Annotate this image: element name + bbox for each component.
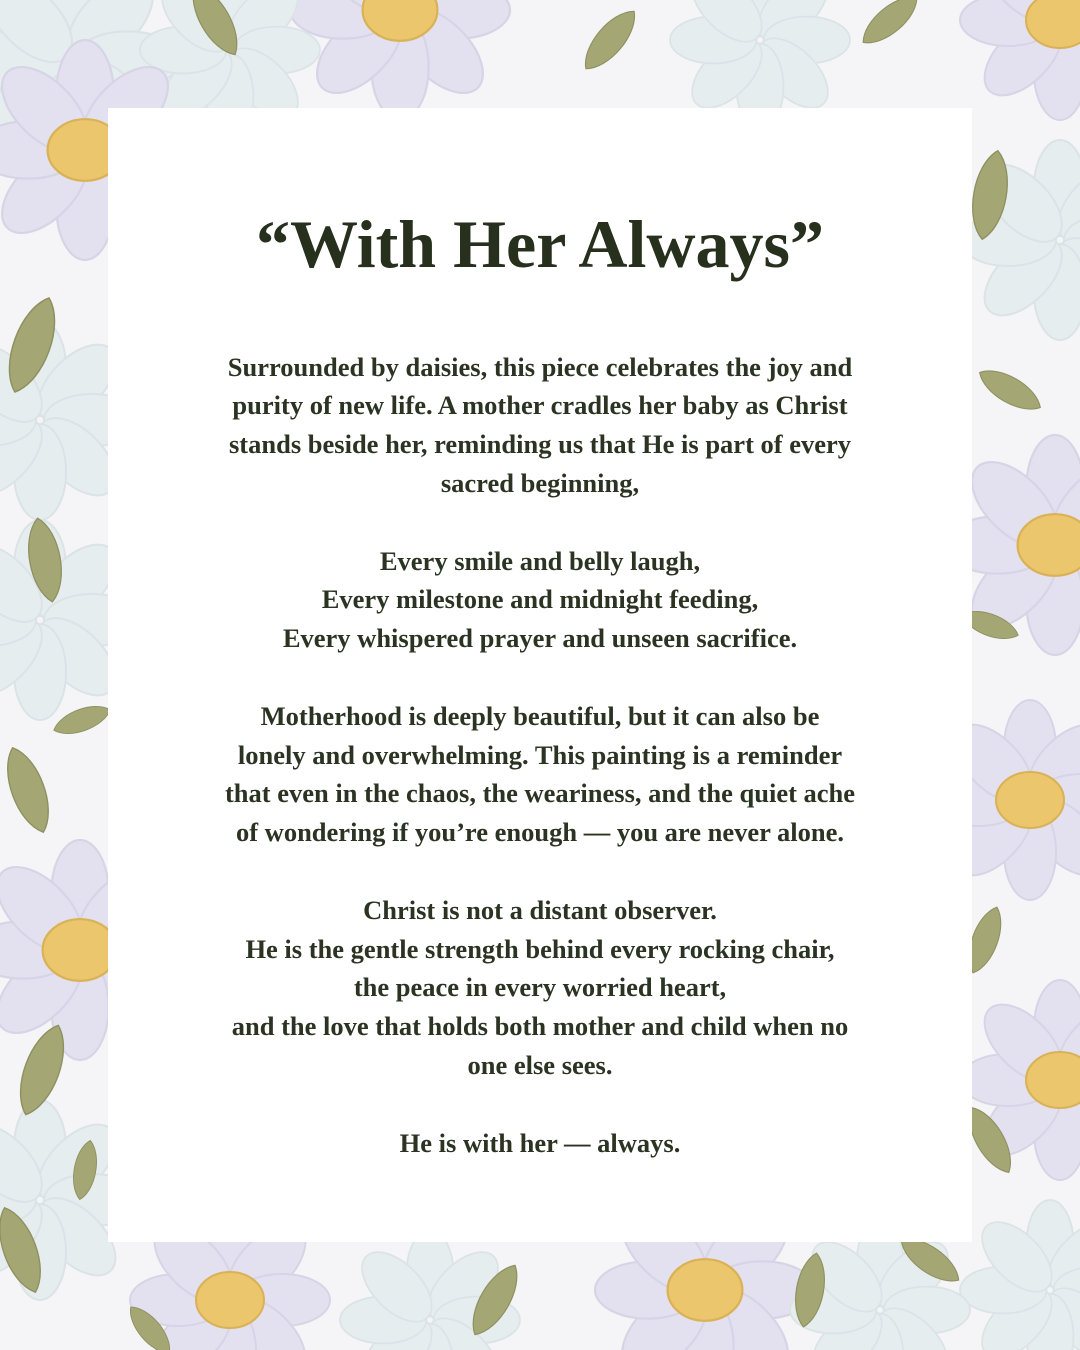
text-line: He is the gentle strength behind every rocking chair, bbox=[245, 933, 835, 964]
text-line: that even in the chaos, the weariness, and the quiet ache bbox=[224, 778, 856, 809]
text-line: lonely and overwhelming. This painting is a reminder bbox=[237, 739, 843, 770]
text-card bbox=[108, 108, 972, 1242]
text-line: Surrounded by daisies, this piece celebrates the joy and bbox=[227, 351, 853, 382]
paragraph-closing bbox=[188, 1124, 892, 1163]
text-line: of wondering if you’re enough — you are never alone. bbox=[235, 817, 845, 848]
paragraph-intro bbox=[188, 348, 892, 503]
text-line: sacred beginning, bbox=[440, 467, 640, 498]
text-line: Christ is not a distant observer. bbox=[363, 894, 717, 925]
text-line: and the love that holds both mother and child when no bbox=[231, 1011, 849, 1042]
paragraph-motherhood bbox=[188, 697, 892, 852]
text-line: Motherhood is deeply beautiful, but it can also be bbox=[260, 700, 820, 731]
body-text bbox=[188, 348, 892, 1163]
text-line: Every smile and belly laugh, bbox=[379, 545, 701, 576]
text-line: purity of new life. A mother cradles her baby as Christ bbox=[232, 390, 848, 421]
page-title: “With Her Always” bbox=[256, 206, 824, 282]
text-line: Every whispered prayer and unseen sacrifice. bbox=[282, 623, 798, 654]
paragraph-christ bbox=[188, 891, 892, 1085]
text-line: stands beside her, reminding us that He is part of every bbox=[228, 429, 852, 460]
text-line: Every milestone and midnight feeding, bbox=[321, 584, 759, 615]
text-line: the peace in every worried heart, bbox=[353, 972, 727, 1003]
text-line: He is with her — always. bbox=[399, 1127, 681, 1158]
text-line: one else sees. bbox=[467, 1049, 613, 1080]
paragraph-every bbox=[188, 542, 892, 658]
